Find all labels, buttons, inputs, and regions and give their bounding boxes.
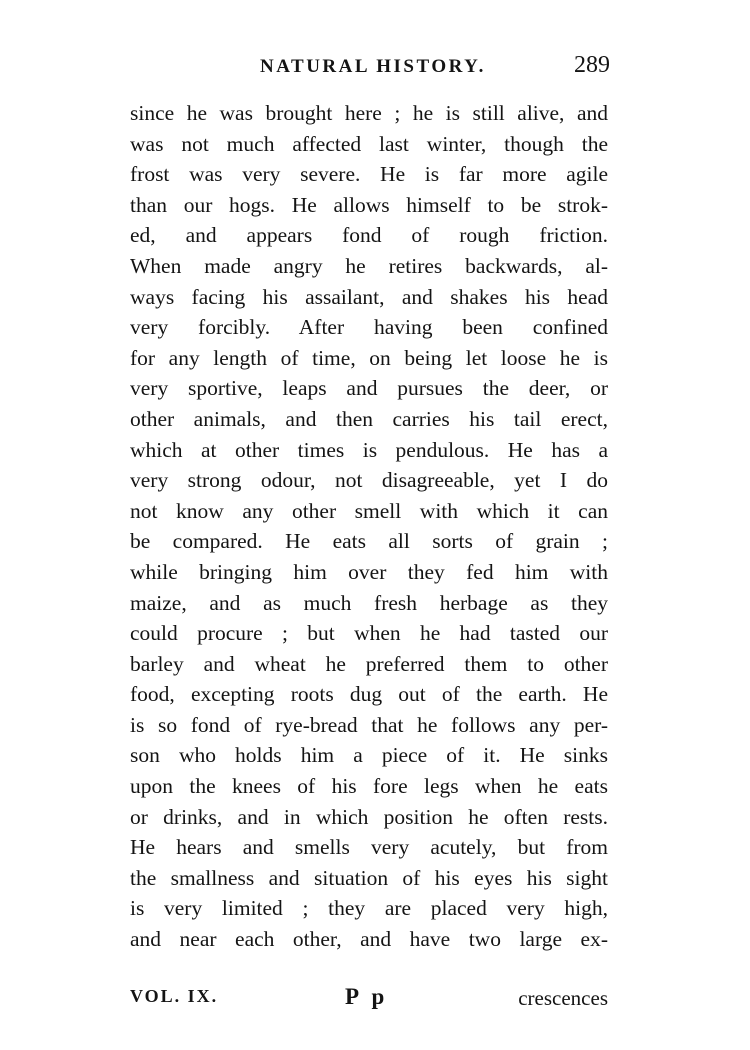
text-line: very sportive, leaps and pursues the deer, or (130, 376, 608, 401)
text-line: frost was very severe. He is far more agile (130, 162, 608, 187)
text-line: since he was brought here ; he is still alive, and (130, 101, 608, 125)
text-line: barley and wheat he preferred them to other (130, 651, 608, 676)
text-line: or drinks, and in which position he often rests. (130, 804, 608, 829)
text-line: ways facing his assailant, and shakes his head (130, 284, 608, 309)
catchword: crescences (518, 986, 608, 1010)
text-line: maize, and as much fresh herbage as they (130, 590, 608, 615)
text-line: could procure ; but when he had tasted our (130, 621, 608, 646)
text-line: is so fond of rye-bread that he follows any per- (130, 712, 608, 737)
body-text (130, 98, 608, 955)
text-line: for any length of time, on being let loose he is (130, 345, 608, 370)
text-line: food, excepting roots dug out of the earth. He (130, 682, 608, 707)
volume-mark: VOL. IX. (130, 986, 219, 1006)
text-line: upon the knees of his fore legs when he eats (130, 774, 608, 799)
text-line: and near each other, and have two large ex- (130, 927, 608, 952)
page-footer (130, 986, 608, 1018)
text-line: which at other times is pendulous. He has a (130, 437, 608, 462)
running-title: NATURAL HISTORY. (260, 56, 486, 77)
text-line: He hears and smells very acutely, but from (130, 835, 608, 860)
text-line: than our hogs. He allows himself to be strok- (130, 192, 608, 217)
page-number: 289 (574, 52, 610, 78)
text-line: is very limited ; they are placed very high, (130, 896, 608, 921)
text-line: be compared. He eats all sorts of grain ; (130, 529, 608, 554)
text-line: ed, and appears fond of rough friction. (130, 223, 608, 248)
text-line: was not much affected last winter, though the (130, 131, 608, 156)
text-line: son who holds him a piece of it. He sinks (130, 743, 608, 768)
text-line: not know any other smell with which it can (130, 498, 608, 523)
text-line: while bringing him over they fed him with (130, 559, 608, 584)
text-line: very forcibly. After having been confined (130, 315, 608, 340)
text-line: other animals, and then carries his tail erect, (130, 406, 608, 431)
running-head (130, 52, 610, 88)
signature-mark: P p (345, 984, 389, 1009)
text-line: the smallness and situation of his eyes his sight (130, 865, 608, 890)
text-line: very strong odour, not disagreeable, yet I do (130, 468, 608, 493)
text-line: When made angry he retires backwards, al- (130, 253, 608, 278)
